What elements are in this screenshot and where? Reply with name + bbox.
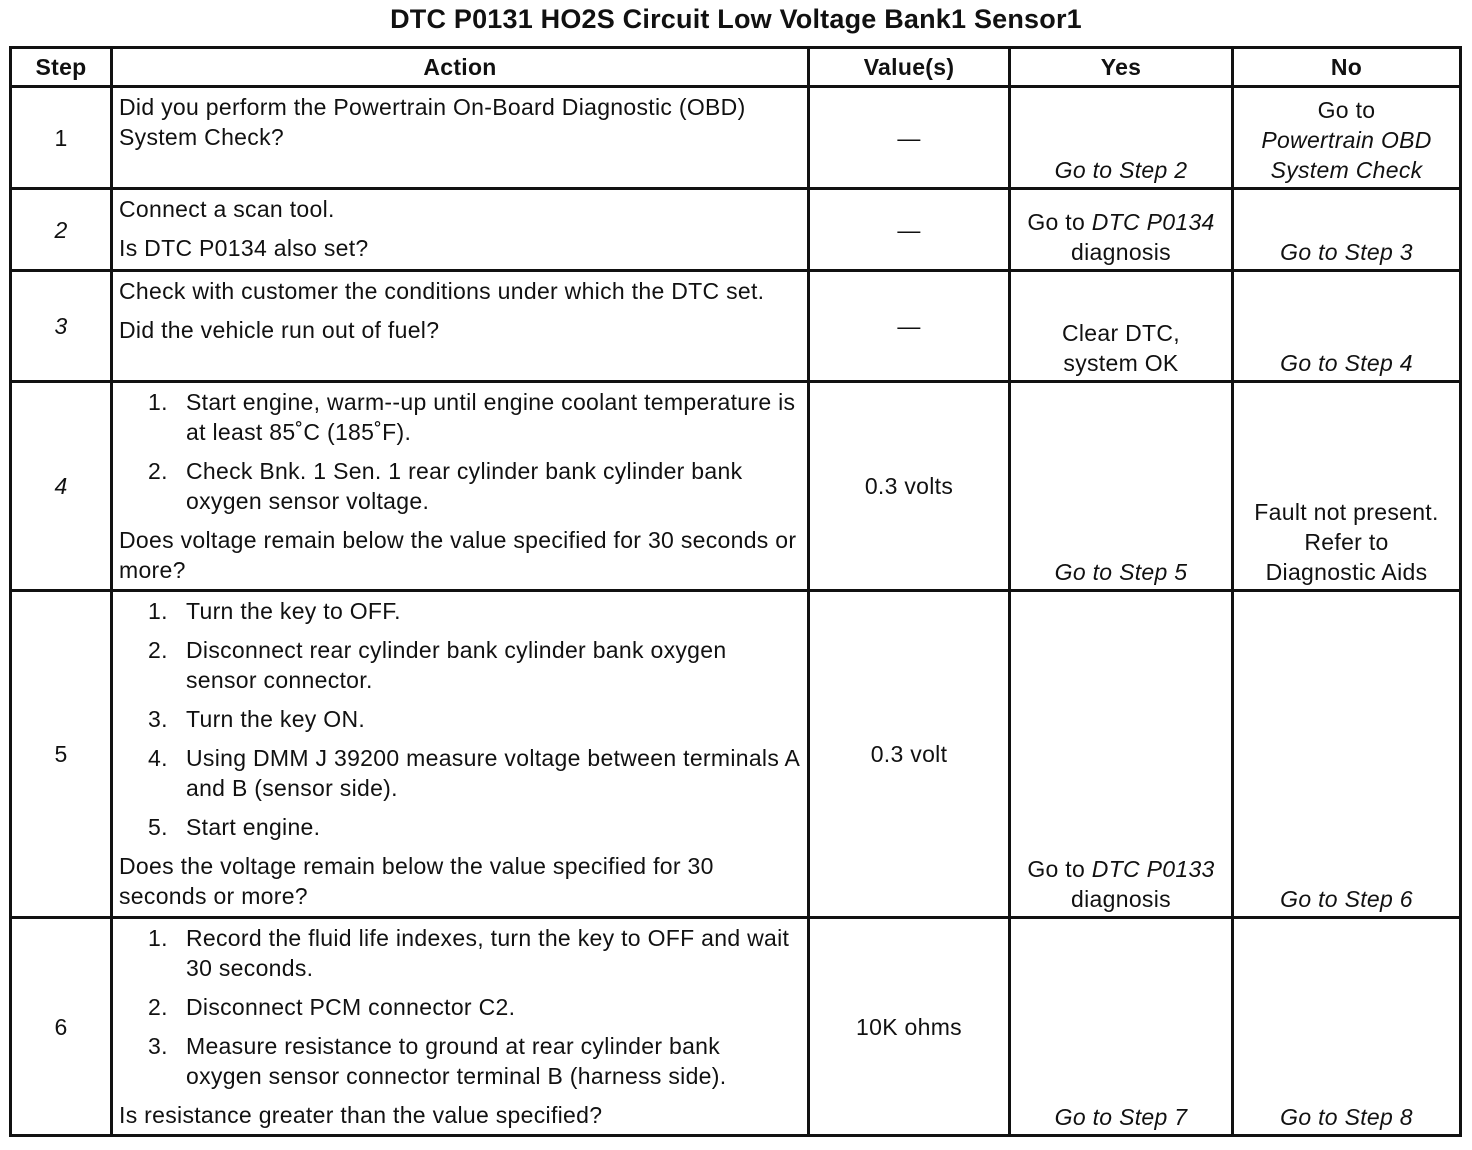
- substep-text: Measure resistance to ground at rear cylinder bank oxygen sensor connector terminal B (harness side).: [186, 1033, 727, 1089]
- action-question: Is resistance greater than the value specified?: [119, 1102, 603, 1128]
- action-question: Does the voltage remain below the value specified for 30 seconds or more?: [119, 853, 714, 909]
- substep-text: Disconnect PCM connector C2.: [186, 994, 516, 1020]
- substep-number: 1.: [148, 389, 168, 415]
- substep-number: 3.: [148, 1033, 168, 1059]
- step-number: 5: [11, 591, 112, 918]
- list-item: [119, 456, 801, 516]
- yes-cell: [1010, 271, 1233, 382]
- yes-text: Go to: [1027, 209, 1092, 235]
- yes-link: Go to Step 7: [1054, 1104, 1188, 1130]
- substep-text: Turn the key to OFF.: [186, 598, 401, 624]
- step-number: 4: [11, 382, 112, 591]
- substep-text: Start engine.: [186, 814, 321, 840]
- step-number: 3: [11, 271, 112, 382]
- list-item: [119, 635, 801, 695]
- document-title: DTC P0131 HO2S Circuit Low Voltage Bank1 Sensor1: [390, 4, 1082, 34]
- no-cell: [1233, 591, 1461, 918]
- step-number: 6: [11, 918, 112, 1136]
- yes-link: Go to Step 2: [1054, 157, 1188, 183]
- no-link: Go to Step 4: [1280, 350, 1413, 376]
- table-row: [11, 382, 1461, 591]
- action-question: Is DTC P0134 also set?: [119, 235, 369, 261]
- substep-list: [119, 387, 801, 516]
- table-row: [11, 918, 1461, 1136]
- yes-cell: [1010, 87, 1233, 189]
- action-cell: [112, 87, 809, 189]
- action-question: Did the vehicle run out of fuel?: [119, 317, 440, 343]
- yes-cell: [1010, 591, 1233, 918]
- yes-link: DTC P0134: [1091, 209, 1215, 235]
- no-cell: [1233, 918, 1461, 1136]
- action-text: Connect a scan tool.: [119, 196, 335, 222]
- yes-cell: [1010, 918, 1233, 1136]
- list-item: [119, 923, 801, 983]
- yes-text: Clear DTC, system OK: [1061, 320, 1180, 376]
- action-question: Does voltage remain below the value specified for 30 seconds or more?: [119, 527, 797, 583]
- table-row: [11, 87, 1461, 189]
- list-item: [119, 596, 801, 626]
- table-row: [11, 591, 1461, 918]
- no-text: Fault not present. Refer to Diagnostic Aids: [1254, 499, 1439, 585]
- substep-number: 3.: [148, 706, 168, 732]
- no-link: Go to Step 8: [1280, 1104, 1413, 1130]
- header-row: [11, 48, 1461, 87]
- header-no: No: [1233, 48, 1461, 87]
- list-item: [119, 704, 801, 734]
- value-cell: 0.3 volts: [809, 382, 1010, 591]
- list-item: [119, 387, 801, 447]
- substep-number: 2.: [148, 637, 168, 663]
- action-cell: [112, 382, 809, 591]
- substep-list: [119, 596, 801, 842]
- no-link: Go to Step 3: [1280, 239, 1413, 265]
- header-yes: Yes: [1010, 48, 1233, 87]
- step-number: 1: [11, 87, 112, 189]
- table-row: [11, 271, 1461, 382]
- no-cell: [1233, 382, 1461, 591]
- substep-number: 1.: [148, 598, 168, 624]
- yes-text-line2: diagnosis: [1071, 239, 1171, 265]
- substep-number: 4.: [148, 745, 168, 771]
- table-row: [11, 189, 1461, 271]
- yes-cell: [1010, 189, 1233, 271]
- no-link: Powertrain OBD System Check: [1261, 127, 1432, 183]
- value-cell: 0.3 volt: [809, 591, 1010, 918]
- value-cell: —: [809, 87, 1010, 189]
- action-text: Did you perform the Powertrain On-Board Diagnostic (OBD) System Check?: [119, 94, 746, 150]
- action-cell: [112, 189, 809, 271]
- value-cell: 10K ohms: [809, 918, 1010, 1136]
- yes-link: Go to Step 5: [1054, 559, 1188, 585]
- substep-number: 2.: [148, 994, 168, 1020]
- action-cell: [112, 918, 809, 1136]
- substep-text: Disconnect rear cylinder bank cylinder bank oxygen sensor connector.: [186, 637, 727, 693]
- list-item: [119, 812, 801, 842]
- header-step: Step: [11, 48, 112, 87]
- substep-number: 5.: [148, 814, 168, 840]
- yes-cell: [1010, 382, 1233, 591]
- no-cell: [1233, 271, 1461, 382]
- substep-number: 1.: [148, 925, 168, 951]
- value-cell: —: [809, 271, 1010, 382]
- header-action: Action: [112, 48, 809, 87]
- substep-number: 2.: [148, 458, 168, 484]
- substep-text: Turn the key ON.: [186, 706, 366, 732]
- substep-text: Record the fluid life indexes, turn the key to OFF and wait 30 seconds.: [186, 925, 790, 981]
- list-item: [119, 743, 801, 803]
- header-values: Value(s): [809, 48, 1010, 87]
- substep-list: [119, 923, 801, 1091]
- value-cell: —: [809, 189, 1010, 271]
- no-text: Go to: [1317, 97, 1376, 123]
- action-cell: [112, 591, 809, 918]
- diagnostic-table: [9, 46, 1462, 1137]
- list-item: [119, 992, 801, 1022]
- no-cell: [1233, 189, 1461, 271]
- yes-text: Go to: [1027, 856, 1092, 882]
- list-item: [119, 1031, 801, 1091]
- no-link: Go to Step 6: [1280, 886, 1413, 912]
- step-number: 2: [11, 189, 112, 271]
- substep-text: Check Bnk. 1 Sen. 1 rear cylinder bank cylinder bank oxygen sensor voltage.: [186, 458, 743, 514]
- substep-text: Start engine, warm--up until engine coolant temperature is at least 85˚C (185˚F).: [186, 389, 796, 445]
- action-cell: [112, 271, 809, 382]
- yes-link: DTC P0133: [1091, 856, 1215, 882]
- yes-text-line2: diagnosis: [1071, 886, 1171, 912]
- substep-text: Using DMM J 39200 measure voltage between terminals A and B (sensor side).: [186, 745, 799, 801]
- no-cell: [1233, 87, 1461, 189]
- action-text: Check with customer the conditions under which the DTC set.: [119, 278, 765, 304]
